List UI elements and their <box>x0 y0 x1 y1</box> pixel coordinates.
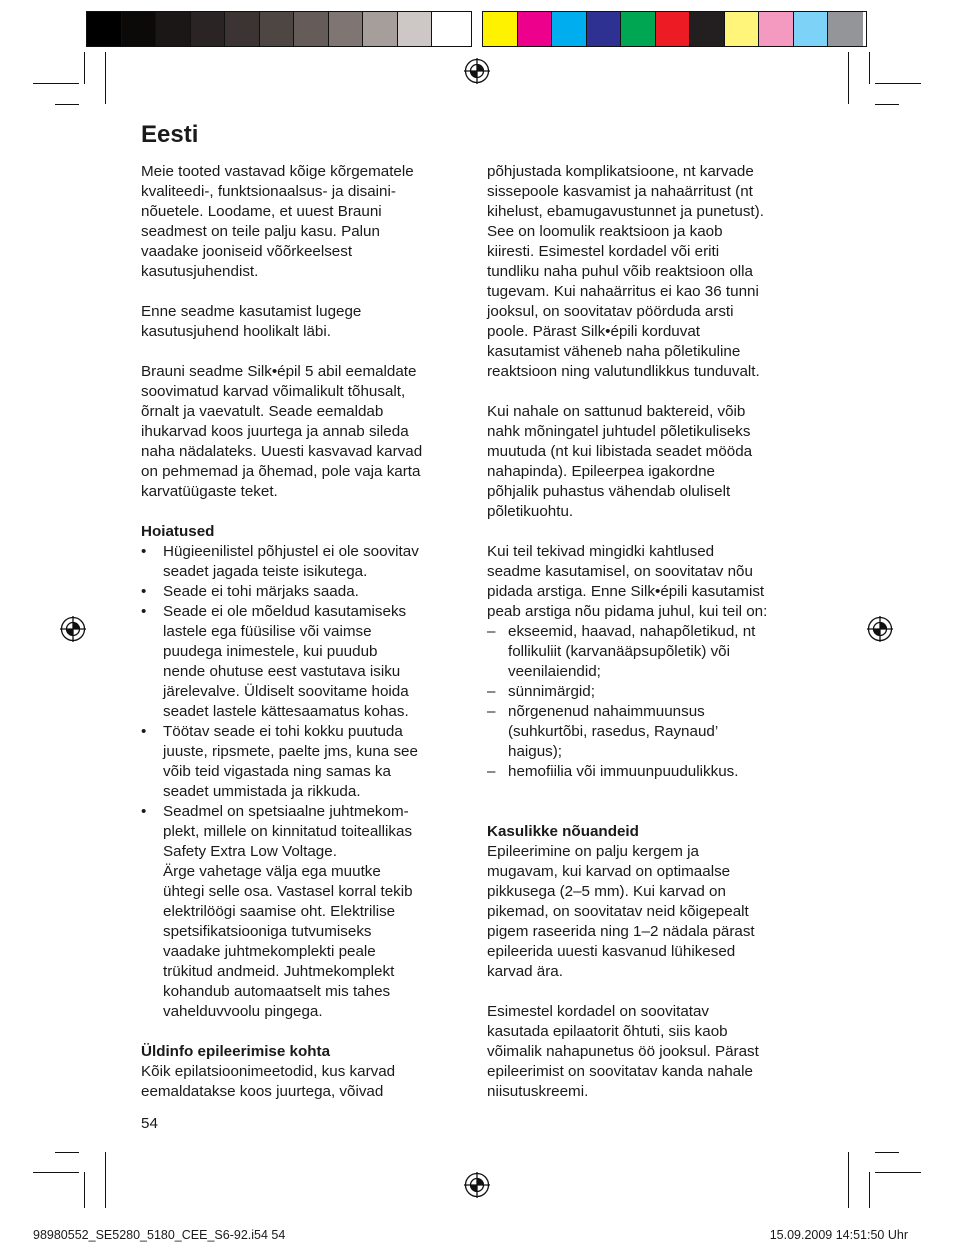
list-item-line: Töötav seade ei tohi kokku puutuda <box>163 723 403 740</box>
continuation-paragraph-line: poole. Pärast Silk•épili korduvat <box>487 323 700 340</box>
crop-mark <box>875 104 899 105</box>
list-item-text <box>163 722 418 802</box>
list-item-line: puudega inimestele, kui puudub <box>163 643 378 660</box>
list-item-line: follikuliit (karvanääpsupõletik) või <box>508 643 731 660</box>
list-item-line: Hügieenilistel põhjustel ei ole soovitav <box>163 543 419 560</box>
list-item-line: haigus); <box>508 743 563 760</box>
crop-mark <box>55 104 79 105</box>
list-item-line: seadet ummistada ja rikkuda. <box>163 783 361 800</box>
list-item-text <box>163 542 419 582</box>
paragraph-gap <box>487 382 823 402</box>
paragraph-gap <box>487 782 823 802</box>
list-marker: – <box>487 683 496 700</box>
continuation-paragraph-line: tugevam. Kui nahaärritus ei kao 36 tunni <box>487 283 759 300</box>
paragraph-gap <box>141 1022 471 1042</box>
color-swatch <box>432 12 467 46</box>
crop-mark <box>875 1152 899 1153</box>
intro-paragraph-line: nõuetele. Loodame, et uuest Brauni <box>141 203 382 220</box>
list-item-text <box>508 702 718 762</box>
list-marker: – <box>487 763 496 780</box>
intro-paragraph-line: vaadake jooniseid võõrkeelsest <box>141 243 353 260</box>
list-item-line: trükitud andmeid. Juhtmekomplekt <box>163 963 395 980</box>
list-item-line: kohandub automaatselt mis tahes <box>163 983 391 1000</box>
evening-paragraph-line: epileerimist on soovitatav kanda nahale <box>487 1063 753 1080</box>
registration-mark-icon <box>60 616 86 642</box>
bacteria-paragraph-line: muutuda (nt kui libistada seadet mööda <box>487 443 753 460</box>
paragraph-gap <box>487 522 823 542</box>
list-item-text <box>508 682 595 702</box>
evening-paragraph-line: niisutuskreemi. <box>487 1083 589 1100</box>
color-swatch <box>587 12 622 46</box>
color-swatch <box>621 12 656 46</box>
paragraph-gap <box>487 982 823 1002</box>
list-marker: • <box>141 723 147 740</box>
continuation-paragraph-line: tundliku naha puhul võib reaktsioon olla <box>487 263 753 280</box>
warning-list-item <box>141 722 471 802</box>
list-item-line: (suhkurtõbi, rasedus, Raynaud’ <box>508 723 719 740</box>
footer-timestamp: 15.09.2009 14:51:50 Uhr <box>769 1228 908 1242</box>
crop-mark <box>848 52 849 104</box>
list-item-line: juuste, ripsmete, paelte jms, kuna see <box>163 743 418 760</box>
doctor-paragraph-line: seadme kasutamisel, on soovitatav nõu <box>487 563 753 580</box>
color-swatch <box>294 12 329 46</box>
list-item-line: elektrilöögi saamise oht. Elektrilise <box>163 903 396 920</box>
footer-file-info: 98980552_SE5280_5180_CEE_S6-92.i54 54 <box>33 1228 286 1242</box>
list-item-line: spetsifikatsiooniga tutvumiseks <box>163 923 372 940</box>
list-marker: – <box>487 623 496 640</box>
doctor-paragraph-line: Kui teil tekivad mingidki kahtlused <box>487 543 715 560</box>
list-item-line: järelevalve. Üldiselt soovitame hoida <box>163 683 409 700</box>
list-item-line: Seadmel on spetsiaalne juhtmekom- <box>163 803 409 820</box>
list-item-line: võib teid vigastada ning samas ka <box>163 763 391 780</box>
list-item-line: seadet lastele kättesaamatus kohas. <box>163 703 409 720</box>
bacteria-paragraph-line: põhjalik puhastus vähendab oluliselt <box>487 483 731 500</box>
paragraph-gap <box>141 342 471 362</box>
warnings-heading: Hoiatused <box>141 523 215 540</box>
general-info-paragraph-line: eemaldatakse koos juurtega, võivad <box>141 1083 384 1100</box>
list-item-text <box>163 602 409 722</box>
tips-paragraph-line: pigem raseerida ning 1–2 nädala pärast <box>487 923 755 940</box>
list-item-text <box>508 622 755 682</box>
crop-mark <box>105 1152 106 1208</box>
list-item-line: Safety Extra Low Voltage. <box>163 843 337 860</box>
color-swatch <box>191 12 226 46</box>
doctor-paragraph-line: peab arstiga nõu pidama juhul, kui teil on: <box>487 603 768 620</box>
list-item-text <box>508 762 738 782</box>
about-paragraph-line: õrnalt ja vaevatult. Seade eemaldab <box>141 403 384 420</box>
list-item-line: seadet jagada teiste isikutega. <box>163 563 368 580</box>
continuation-paragraph-line: põhjustada komplikatsioone, nt karvade <box>487 163 754 180</box>
list-item-line: hemofiilia või immuunpuudulikkus. <box>508 763 739 780</box>
intro-paragraph-line: Meie tooted vastavad kõige kõrgematele <box>141 163 414 180</box>
about-paragraph-line: naha nädalateks. Uuesti kasvavad karvad <box>141 443 423 460</box>
list-item-line: vaadake juhtmekomplekti peale <box>163 943 376 960</box>
warning-list-item <box>141 802 471 1022</box>
list-item-line: veenilaiendid; <box>508 663 601 680</box>
color-swatch <box>483 12 518 46</box>
right-column <box>487 162 823 1102</box>
list-item-line: lastele ega füüsilise või vaimse <box>163 623 372 640</box>
list-item-line: Seade ei ole mõeldud kasutamiseks <box>163 603 407 620</box>
general-info-heading: Üldinfo epileerimise kohta <box>141 1043 331 1060</box>
crop-mark <box>869 1172 870 1208</box>
warning-list-item <box>141 602 471 722</box>
bacteria-paragraph-line: Kui nahale on sattunud baktereid, võib <box>487 403 746 420</box>
warning-list-item <box>141 582 471 602</box>
evening-paragraph-line: kasutada epilaatorit õhtuti, siis kaob <box>487 1023 728 1040</box>
color-swatch <box>518 12 553 46</box>
process-color-bar <box>482 11 867 47</box>
list-item-line: plekt, millele on kinnitatud toiteallikas <box>163 823 413 840</box>
registration-mark-icon <box>867 616 893 642</box>
tips-paragraph-line: pikemad, on soovitatav neid kõigepealt <box>487 903 749 920</box>
list-item-line: ühtegi selle osa. Vastasel korral tekib <box>163 883 413 900</box>
tips-heading: Kasulikke nõuandeid <box>487 823 639 840</box>
continuation-paragraph-line: kiiresti. Esimestel kordadel või eriti <box>487 243 720 260</box>
list-marker: • <box>141 603 147 620</box>
read-first-paragraph-line: Enne seadme kasutamist lugege <box>141 303 362 320</box>
paragraph-gap <box>141 282 471 302</box>
condition-list-item <box>487 682 823 702</box>
grayscale-color-bar <box>86 11 472 47</box>
page-title: Eesti <box>141 121 199 148</box>
condition-list-item <box>487 702 823 762</box>
general-info-paragraph-line: Kõik epilatsioonimeetodid, kus karvad <box>141 1063 396 1080</box>
list-marker: • <box>141 803 147 820</box>
list-item-line: Seade ei tohi märjaks saada. <box>163 583 359 600</box>
list-marker: – <box>487 703 496 720</box>
condition-list-item <box>487 622 823 682</box>
registration-mark-icon <box>464 1172 490 1198</box>
crop-mark <box>875 83 921 84</box>
registration-mark-icon <box>464 58 490 84</box>
continuation-paragraph-line: jooksul, on soovitatav pöörduda arsti <box>487 303 734 320</box>
read-first-paragraph-line: kasutusjuhend hoolikalt läbi. <box>141 323 331 340</box>
color-swatch <box>260 12 295 46</box>
color-swatch <box>725 12 760 46</box>
color-swatch <box>759 12 794 46</box>
continuation-paragraph-line: See on loomulik reaktsioon ja kaob <box>487 223 723 240</box>
continuation-paragraph-line: kihelust, ebamugavustunnet ja punetust). <box>487 203 764 220</box>
bacteria-paragraph-line: nahk mõningatel juhtudel põletikuliseks <box>487 423 751 440</box>
list-item-text <box>163 802 413 1022</box>
color-swatch <box>794 12 829 46</box>
list-item-line: nende ohutuse eest vastutava isiku <box>163 663 401 680</box>
about-paragraph-line: on pehmemad ja õhemad, pole vaja karta <box>141 463 421 480</box>
bacteria-paragraph-line: põletikuohtu. <box>487 503 574 520</box>
color-swatch <box>156 12 191 46</box>
color-swatch <box>363 12 398 46</box>
about-paragraph-line: ihukarvad koos juurtega ja annab sileda <box>141 423 409 440</box>
color-swatch <box>87 12 122 46</box>
paragraph-gap <box>487 802 823 822</box>
list-item-line: nõrgenenud nahaimmuunsus <box>508 703 705 720</box>
evening-paragraph-line: võimalik nahapunetus öö jooksul. Pärast <box>487 1043 759 1060</box>
list-item-line: vahelduvvoolu pingega. <box>163 1003 323 1020</box>
crop-mark <box>33 1172 79 1173</box>
list-item-line: ekseemid, haavad, nahapõletikud, nt <box>508 623 756 640</box>
about-paragraph-line: soovimatud karvad võimalikult tõhusalt, <box>141 383 406 400</box>
crop-mark <box>105 52 106 104</box>
color-swatch <box>552 12 587 46</box>
tips-paragraph-line: mugavam, kui karvad on optimaalse <box>487 863 731 880</box>
list-item-line: sünnimärgid; <box>508 683 595 700</box>
list-item-text <box>163 582 359 602</box>
about-paragraph-line: karvatüügaste teket. <box>141 483 278 500</box>
tips-paragraph-line: epileerida uuesti kasvanud lühikesed <box>487 943 736 960</box>
continuation-paragraph-line: sissepoole kasvamist ja nahaärritust (nt <box>487 183 753 200</box>
crop-mark <box>84 52 85 84</box>
intro-paragraph-line: seadmest on teile palju kasu. Palun <box>141 223 380 240</box>
page-number: 54 <box>141 1115 158 1132</box>
left-column <box>141 162 471 1102</box>
bacteria-paragraph-line: nahapinda). Epileerpea igakordne <box>487 463 715 480</box>
tips-paragraph-line: pikkusega (2–5 mm). Kui karvad on <box>487 883 726 900</box>
continuation-paragraph-line: kasutamist väheneb naha põletikuline <box>487 343 741 360</box>
list-item-line: Ärge vahetage välja ega muutke <box>163 863 381 880</box>
evening-paragraph-line: Esimestel kordadel on soovitatav <box>487 1003 710 1020</box>
crop-mark <box>33 83 79 84</box>
tips-paragraph-line: karvad ära. <box>487 963 563 980</box>
list-marker: • <box>141 583 147 600</box>
color-swatch <box>225 12 260 46</box>
intro-paragraph-line: kvaliteedi-, funktsionaalsus- ja disaini- <box>141 183 396 200</box>
crop-mark <box>84 1172 85 1208</box>
crop-mark <box>869 52 870 84</box>
doctor-paragraph-line: pidada arstiga. Enne Silk•épili kasutamist <box>487 583 765 600</box>
warning-list-item <box>141 542 471 582</box>
crop-mark <box>55 1152 79 1153</box>
continuation-paragraph-line: reaktsioon ning valutundlikkus tunduvalt. <box>487 363 760 380</box>
color-swatch <box>828 12 863 46</box>
tips-paragraph-line: Epileerimine on palju kergem ja <box>487 843 699 860</box>
crop-mark <box>848 1152 849 1208</box>
color-swatch <box>398 12 433 46</box>
color-swatch <box>690 12 725 46</box>
about-paragraph-line: Brauni seadme Silk•épil 5 abil eemaldate <box>141 363 417 380</box>
condition-list-item <box>487 762 823 782</box>
color-swatch <box>122 12 157 46</box>
color-swatch <box>656 12 691 46</box>
intro-paragraph-line: kasutusjuhendist. <box>141 263 259 280</box>
paragraph-gap <box>141 502 471 522</box>
crop-mark <box>875 1172 921 1173</box>
list-marker: • <box>141 543 147 560</box>
color-swatch <box>329 12 364 46</box>
